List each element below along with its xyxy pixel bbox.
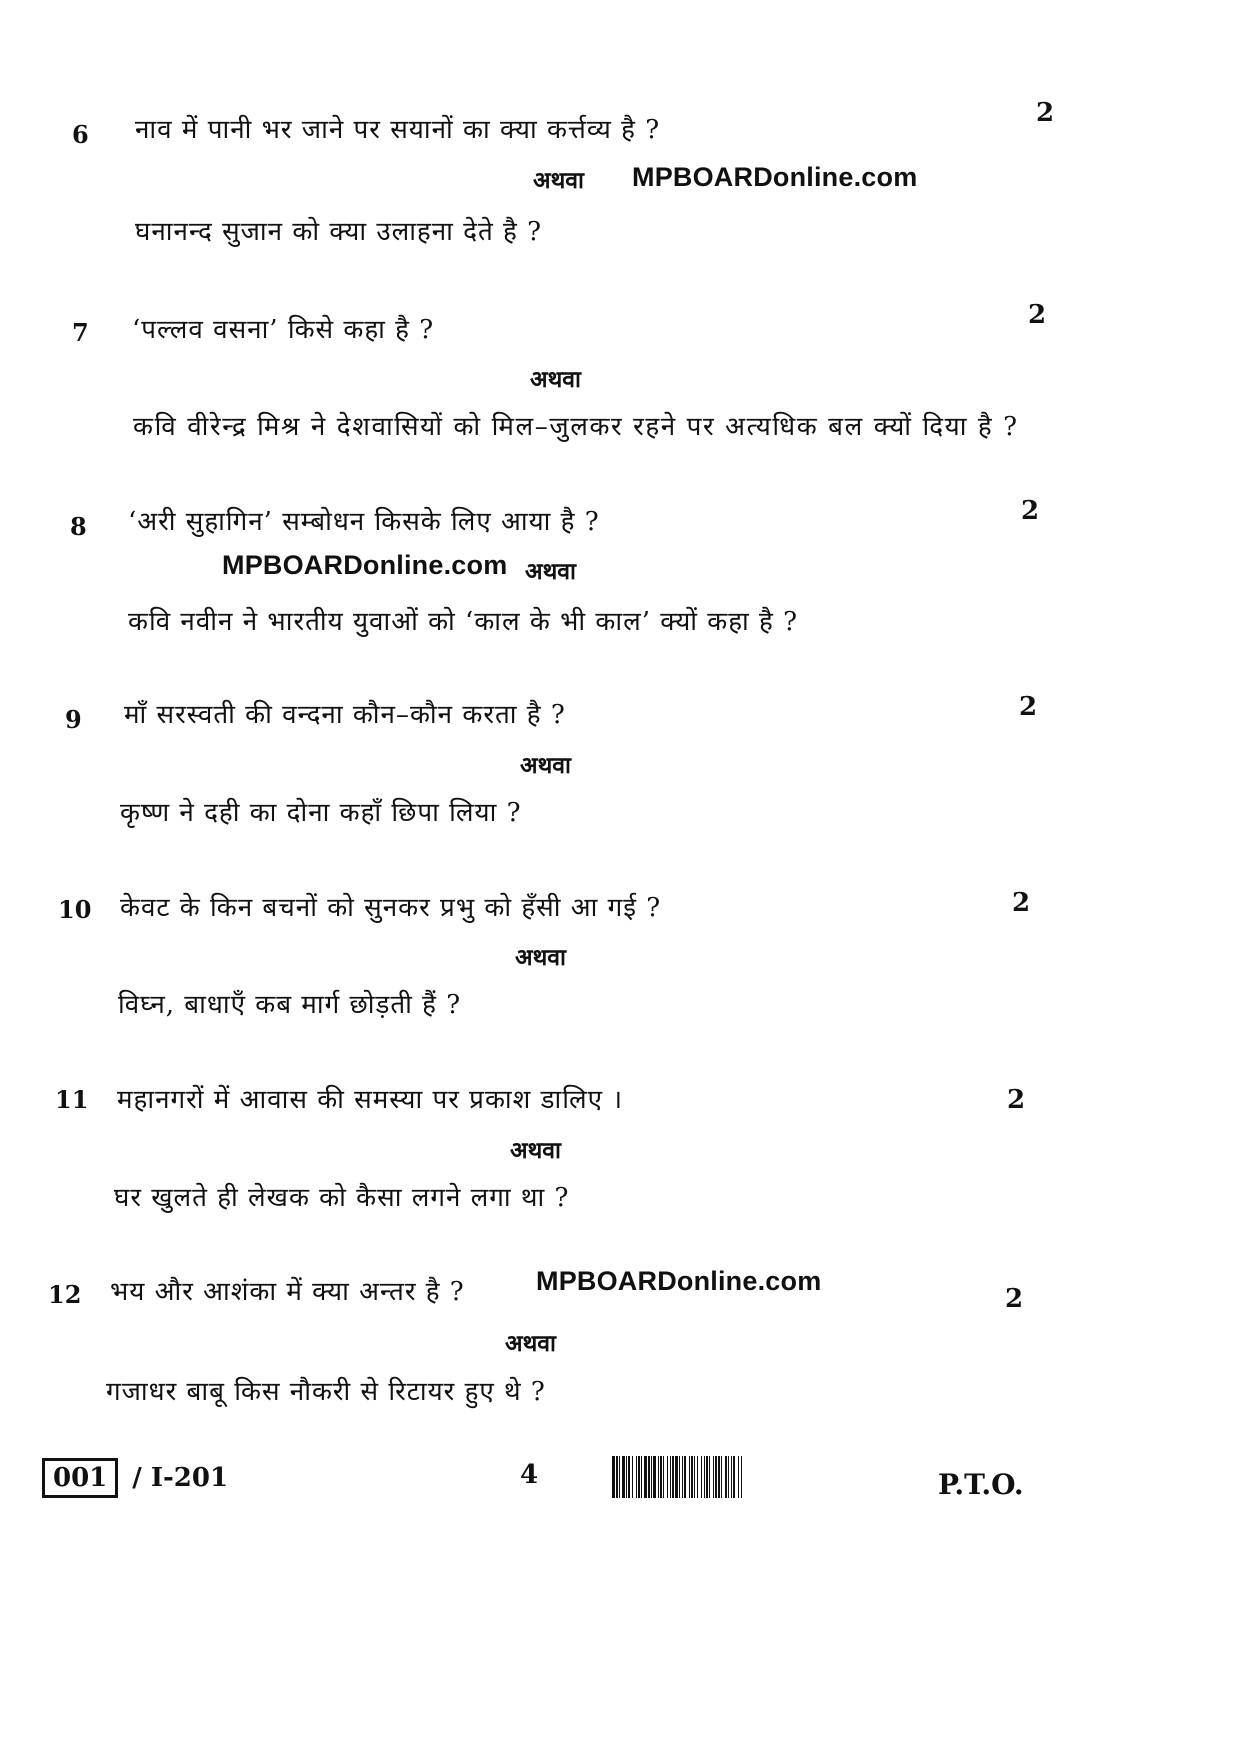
question-marks: 2 bbox=[1028, 300, 1047, 330]
or-label: अथवा bbox=[515, 944, 567, 971]
alternative-question-text: विघ्न, बाधाएँ कब मार्ग छोड़ती हैं ? bbox=[118, 990, 462, 1020]
question-number: 11 bbox=[55, 1085, 89, 1114]
question-number: 6 bbox=[72, 120, 89, 149]
or-label: अथवा bbox=[533, 167, 585, 194]
paper-code-block bbox=[42, 1458, 228, 1498]
question-text: ‘पल्लव वसना’ किसे कहा है ? bbox=[132, 315, 435, 345]
question-number: 10 bbox=[58, 895, 92, 924]
question-text: माँ सरस्वती की वन्दना कौन–कौन करता है ? bbox=[124, 700, 566, 730]
alternative-question-text: कवि नवीन ने भारतीय युवाओं को ‘काल के भी काल’ क्यों कहा है ? bbox=[128, 607, 799, 637]
or-label: अथवा bbox=[520, 752, 572, 779]
watermark-text: MPBOARDonline.com bbox=[536, 1266, 822, 1296]
barcode bbox=[612, 1456, 743, 1498]
question-text: ‘अरी सुहागिन’ सम्बोधन किसके लिए आया है ? bbox=[128, 507, 600, 537]
question-number: 7 bbox=[72, 318, 89, 347]
question-number: 9 bbox=[65, 705, 82, 734]
question-marks: 2 bbox=[1007, 1085, 1026, 1115]
question-marks: 2 bbox=[1005, 1284, 1024, 1314]
page-number: 4 bbox=[520, 1460, 539, 1490]
question-marks: 2 bbox=[1036, 98, 1055, 128]
or-label: अथवा bbox=[510, 1137, 562, 1164]
question-text: महानगरों में आवास की समस्या पर प्रकाश डालिए । bbox=[117, 1085, 624, 1115]
paper-code-box: 001 bbox=[42, 1458, 118, 1498]
alternative-question-text: गजाधर बाबू किस नौकरी से रिटायर हुए थे ? bbox=[106, 1377, 546, 1407]
watermark-text: MPBOARDonline.com bbox=[222, 550, 508, 580]
question-number: 12 bbox=[48, 1280, 82, 1309]
question-text: नाव में पानी भर जाने पर सयानों का क्या कर्त्तव्य है ? bbox=[135, 115, 661, 145]
alternative-question-text: कवि वीरेन्द्र मिश्र ने देशवासियों को मिल–जुलकर रहने पर अत्यधिक बल क्यों दिया है ? bbox=[133, 412, 1019, 442]
question-marks: 2 bbox=[1012, 888, 1031, 918]
or-label: अथवा bbox=[530, 366, 582, 393]
question-text: केवट के किन बचनों को सुनकर प्रभु को हँसी आ गई ? bbox=[120, 893, 662, 923]
pto-label: P.T.O. bbox=[938, 1468, 1024, 1501]
question-marks: 2 bbox=[1021, 496, 1040, 526]
question-marks: 2 bbox=[1019, 692, 1038, 722]
or-label: अथवा bbox=[505, 1330, 557, 1357]
barcode-stripe bbox=[742, 1456, 743, 1498]
question-number: 8 bbox=[70, 512, 87, 541]
alternative-question-text: घनानन्द सुजान को क्या उलाहना देते है ? bbox=[135, 217, 543, 247]
paper-code: / I-201 bbox=[132, 1463, 229, 1493]
watermark-text: MPBOARDonline.com bbox=[632, 162, 918, 192]
alternative-question-text: घर खुलते ही लेखक को कैसा लगने लगा था ? bbox=[114, 1183, 570, 1213]
alternative-question-text: कृष्ण ने दही का दोना कहाँ छिपा लिया ? bbox=[120, 798, 522, 828]
or-label: अथवा bbox=[525, 558, 577, 585]
question-text: भय और आशंका में क्या अन्तर है ? bbox=[110, 1277, 465, 1307]
